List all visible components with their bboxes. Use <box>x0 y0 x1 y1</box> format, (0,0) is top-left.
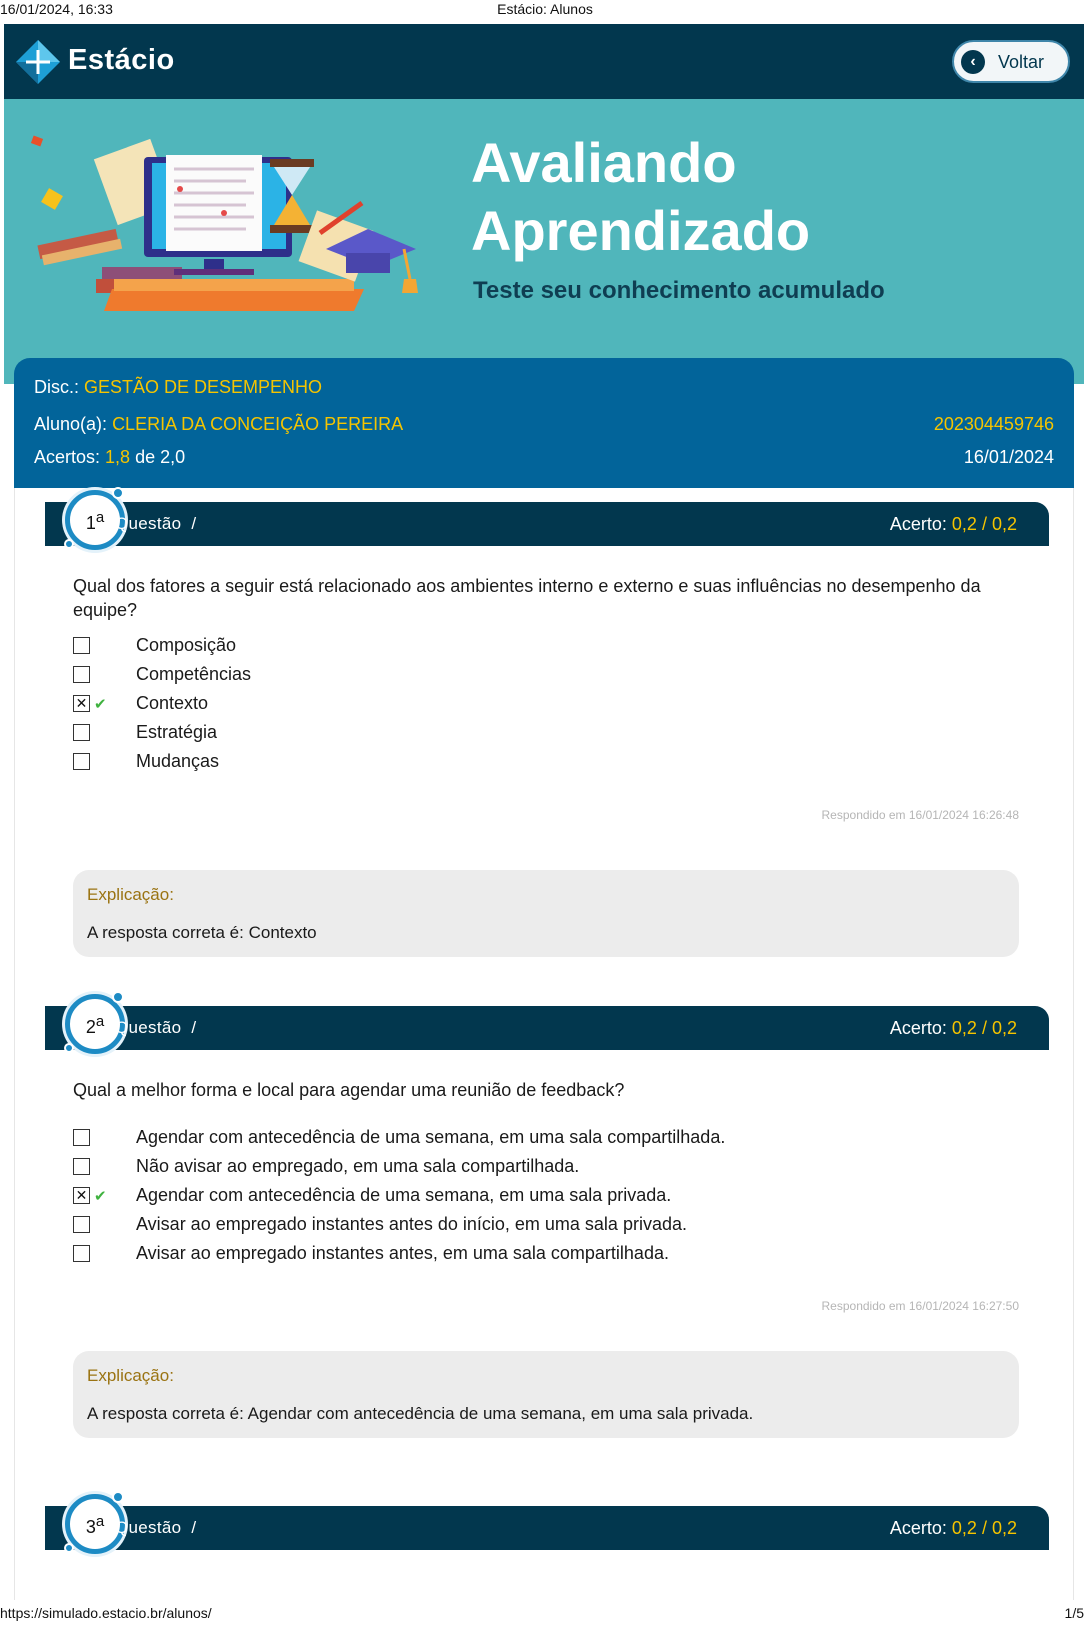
discipline-row <box>34 377 322 398</box>
question-label: Questão / <box>115 1518 197 1537</box>
badge-decoration-icon <box>64 1043 74 1053</box>
score-row <box>34 447 185 468</box>
top-navbar <box>4 24 1084 99</box>
option-label: Mudanças <box>136 751 220 771</box>
exam-date: 16/01/2024 <box>963 447 1054 467</box>
study-illustration-icon <box>24 129 444 329</box>
answer-option[interactable] <box>73 721 973 747</box>
question-number-ordinal: a <box>95 509 105 526</box>
answer-option[interactable] <box>73 750 973 776</box>
checkbox[interactable] <box>73 1158 90 1175</box>
option-label: Agendar com antecedência de uma semana, em uma sala privada. <box>136 1185 672 1205</box>
correct-check-icon: ✔ <box>94 1188 107 1205</box>
answered-timestamp: Respondido em 16/01/2024 16:27:50 <box>821 1299 1019 1313</box>
answer-option-selected[interactable] <box>73 1184 973 1210</box>
checkbox[interactable] <box>73 724 90 741</box>
option-label: Avisar ao empregado instantes antes, em uma sala compartilhada. <box>136 1243 669 1263</box>
question-label: Questão / <box>115 514 197 533</box>
question-number: 1 <box>85 513 96 533</box>
student-name: CLERIA DA CONCEIÇÃO PEREIRA <box>112 414 404 434</box>
question-number-ordinal: a <box>95 1513 105 1530</box>
answer-option-selected[interactable] <box>73 692 973 718</box>
correct-check-icon: ✔ <box>94 696 107 713</box>
answer-option[interactable] <box>73 634 973 660</box>
back-button-label: Voltar <box>998 52 1045 72</box>
answer-option[interactable] <box>73 663 973 689</box>
question-score: Acerto: 0,2 / 0,2 <box>889 1518 1017 1538</box>
question-number: 3 <box>85 1517 96 1537</box>
explanation-box <box>73 1351 1019 1438</box>
option-label: Contexto <box>136 693 209 713</box>
chevron-left-icon: ‹ <box>961 50 985 74</box>
hero-banner <box>4 99 1084 384</box>
answered-timestamp: Respondido em 16/01/2024 16:26:48 <box>821 808 1019 822</box>
explanation-heading: Explicação: <box>87 885 174 904</box>
badge-decoration-icon <box>64 539 74 549</box>
checkbox[interactable] <box>73 666 90 683</box>
brand-name: Estácio <box>68 44 175 76</box>
checkbox[interactable] <box>73 1245 90 1262</box>
student-row <box>34 414 403 435</box>
page <box>4 24 1084 1600</box>
banner-subtitle: Teste seu conhecimento acumulado <box>473 277 885 304</box>
question-score: Acerto: 0,2 / 0,2 <box>889 514 1017 534</box>
explanation-heading: Explicação: <box>87 1366 174 1385</box>
checkbox[interactable] <box>73 637 90 654</box>
checkbox[interactable] <box>73 753 90 770</box>
badge-decoration-icon <box>112 487 124 499</box>
option-label: Competências <box>136 664 252 684</box>
answer-option[interactable] <box>73 1155 973 1181</box>
exam-info-card <box>14 358 1074 488</box>
question-header <box>45 1006 1049 1050</box>
question-header <box>45 1506 1049 1550</box>
explanation-text: A resposta correta é: Agendar com antecedência de uma semana, em uma sala privada. <box>87 1404 754 1423</box>
question-text: Qual dos fatores a seguir está relacionado aos ambientes interno e externo e suas influências no desempenho da equipe? <box>73 576 981 620</box>
badge-decoration-icon <box>112 991 124 1003</box>
discipline-value: GESTÃO DE DESEMPENHO <box>84 377 323 397</box>
banner-title-line2: Aprendizado <box>471 199 811 262</box>
back-button[interactable] <box>952 40 1070 83</box>
print-url: https://simulado.estacio.br/alunos/ <box>0 1605 212 1621</box>
answer-option[interactable] <box>73 1126 973 1152</box>
banner-title <box>471 129 810 265</box>
score-label: Acertos: <box>34 447 101 467</box>
question-label: Questão / <box>115 1018 197 1037</box>
question-header <box>45 502 1049 546</box>
checkbox-checked[interactable]: ✕ <box>73 695 90 712</box>
question-score: Acerto: 0,2 / 0,2 <box>889 1018 1017 1038</box>
option-label: Estratégia <box>136 722 218 742</box>
explanation-text: A resposta correta é: Contexto <box>87 923 317 942</box>
answer-option[interactable] <box>73 1242 973 1268</box>
answer-option[interactable] <box>73 1213 973 1239</box>
option-label: Composição <box>136 635 237 655</box>
option-label: Agendar com antecedência de uma semana, em uma sala compartilhada. <box>136 1127 726 1147</box>
discipline-label: Disc.: <box>34 377 79 397</box>
estacio-logo-icon <box>14 38 62 86</box>
score-total: de 2,0 <box>135 447 186 467</box>
checkbox-checked[interactable]: ✕ <box>73 1187 90 1204</box>
checkbox[interactable] <box>73 1216 90 1233</box>
print-title: Estácio: Alunos <box>497 1 593 17</box>
print-footer <box>0 1604 1090 1626</box>
explanation-box <box>73 870 1019 957</box>
question-number: 2 <box>85 1017 96 1037</box>
print-page-number: 1/5 <box>1064 1605 1084 1621</box>
questions-list <box>14 488 1074 1600</box>
checkbox[interactable] <box>73 1129 90 1146</box>
option-label: Avisar ao empregado instantes antes do início, em uma sala privada. <box>136 1214 687 1234</box>
question-text: Qual a melhor forma e local para agendar uma reunião de feedback? <box>73 1080 625 1100</box>
badge-decoration-icon <box>64 1543 74 1553</box>
banner-title-line1: Avaliando <box>471 131 737 194</box>
question-number-ordinal: a <box>95 1013 105 1030</box>
print-header <box>0 0 1090 22</box>
option-label: Não avisar ao empregado, em uma sala compartilhada. <box>136 1156 580 1176</box>
badge-decoration-icon <box>112 1491 124 1503</box>
print-datetime: 16/01/2024, 16:33 <box>0 1 113 17</box>
score-value: 1,8 <box>105 447 131 467</box>
student-label: Aluno(a): <box>34 414 108 434</box>
student-id: 202304459746 <box>933 414 1054 434</box>
